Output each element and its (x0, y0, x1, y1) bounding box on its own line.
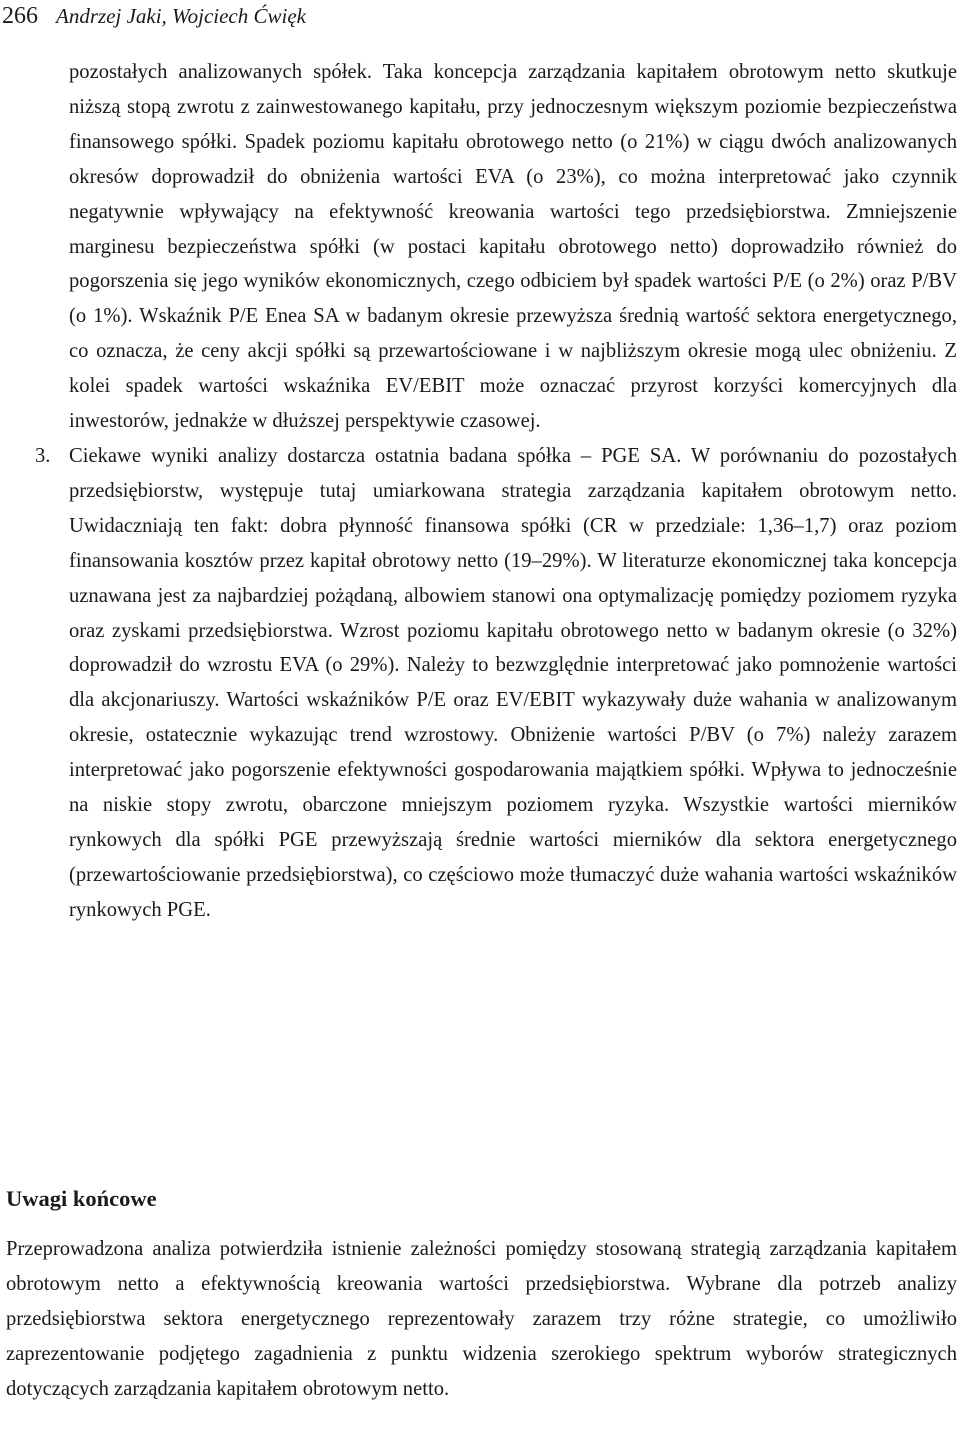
list-item-3 (35, 439, 957, 928)
continued-paragraph: pozostałych analizowanych spółek. Taka koncepcja zarządzania kapitałem obrotowym netto skutkuje niższą stopą zwrotu z zainwestowanego kapitału, przy jednoczesnym większym poziomie bezpieczeństwa finansowego spółki. Spadek poziomu kapitału obrotowego netto (o 21%) w ciągu dwóch analizowanych okresów doprowadził do obniżenia wartości EVA (o 23%), co można interpretować jako czynnik negatywnie wpływający na efektywność kreowania wartości tego przedsiębiorstwa. Zmniejszenie marginesu bezpieczeństwa spółki (w postaci kapitału obrotowego netto) doprowadziło również do pogorszenia się jego wyników ekonomicznych, czego odbiciem był spadek wartości P/E (o 2%) oraz P/BV (o 1%). Wskaźnik P/E Enea SA w badanym okresie przewyższa średnią wartość sektora energetycznego, co oznacza, że ceny akcji spółki są przewartościowane i w najbliższym okresie mogą ulec obniżeniu. Z kolei spadek wartości wskaźnika EV/EBIT może oznaczać przyrost korzyści komercyjnych dla inwestorów, jednakże w dłuższej perspektywie czasowej. (69, 61, 957, 433)
list-item-text: Ciekawe wyniki analizy dostarcza ostatnia badana spółka – PGE SA. W porównaniu do pozostałych przedsiębiorstw, występuje tutaj umiarkowana strategia zarządzania kapitałem obrotowym netto. Uwidaczniają ten fakt: dobra płynność finansowa spółki (CR w przedziale: 1,36–1,7) oraz poziom finansowania kosztów przez kapitał obrotowy netto (19–29%). W literaturze ekonomicznej taka koncepcja uznawana jest za najbardziej pożądaną, albowiem stanowi ona optymalizację pomiędzy poziomem ryzyka oraz zyskami przedsiębiorstwa. Wzrost poziomu kapitału obrotowego netto w badanym okresie (o 32%) doprowadził do wzrostu EVA (o 29%). Należy to bezwzględnie interpretować jako pomnożenie wartości dla akcjonariuszy. Wartości wskaźników P/E oraz EV/EBIT wykazywały duże wahania w analizowanym okresie, ostatecznie wykazując trend wzrostowy. Obniżenie wartości P/BV (o 7%) należy zarazem interpretować jako pogorszenie efektywności gospodarowania majątkiem spółki. Wpływa to jednocześnie na niskie stopy zwrotu, obarczone mniejszym poziomem ryzyka. Wszystkie wartości mierników rynkowych dla spółki PGE przewyższają średnie wartości mierników dla sektora energetycznego (przewartościowanie przedsiębiorstwa), co częściowo może tłumaczyć duże wahania wartości wskaźników rynkowych PGE. (69, 444, 957, 921)
running-header (2, 2, 306, 30)
page-number: 266 (2, 3, 38, 29)
section-heading: Uwagi końcowe (6, 1186, 157, 1211)
list-block (35, 55, 957, 928)
list-item-number: 3. (35, 444, 51, 467)
section-paragraph: Przeprowadzona analiza potwierdziła istnienie zależności pomiędzy stosowaną strategią zarządzania kapitałem obrotowym netto a efektywnością kreowania wartości przedsiębiorstwa. Wybrane dla potrzeb analizy przedsiębiorstwa sektora energetycznego reprezentowały zarazem trzy różne strategie, co umożliwiło zaprezentowanie podjętego zagadnienia z punktu widzenia szerokiego spektrum wyborów strategicznych dotyczących zarządzania kapitałem obrotowym netto. (6, 1238, 957, 1400)
running-header-authors: Andrzej Jaki, Wojciech Ćwięk (56, 4, 306, 28)
